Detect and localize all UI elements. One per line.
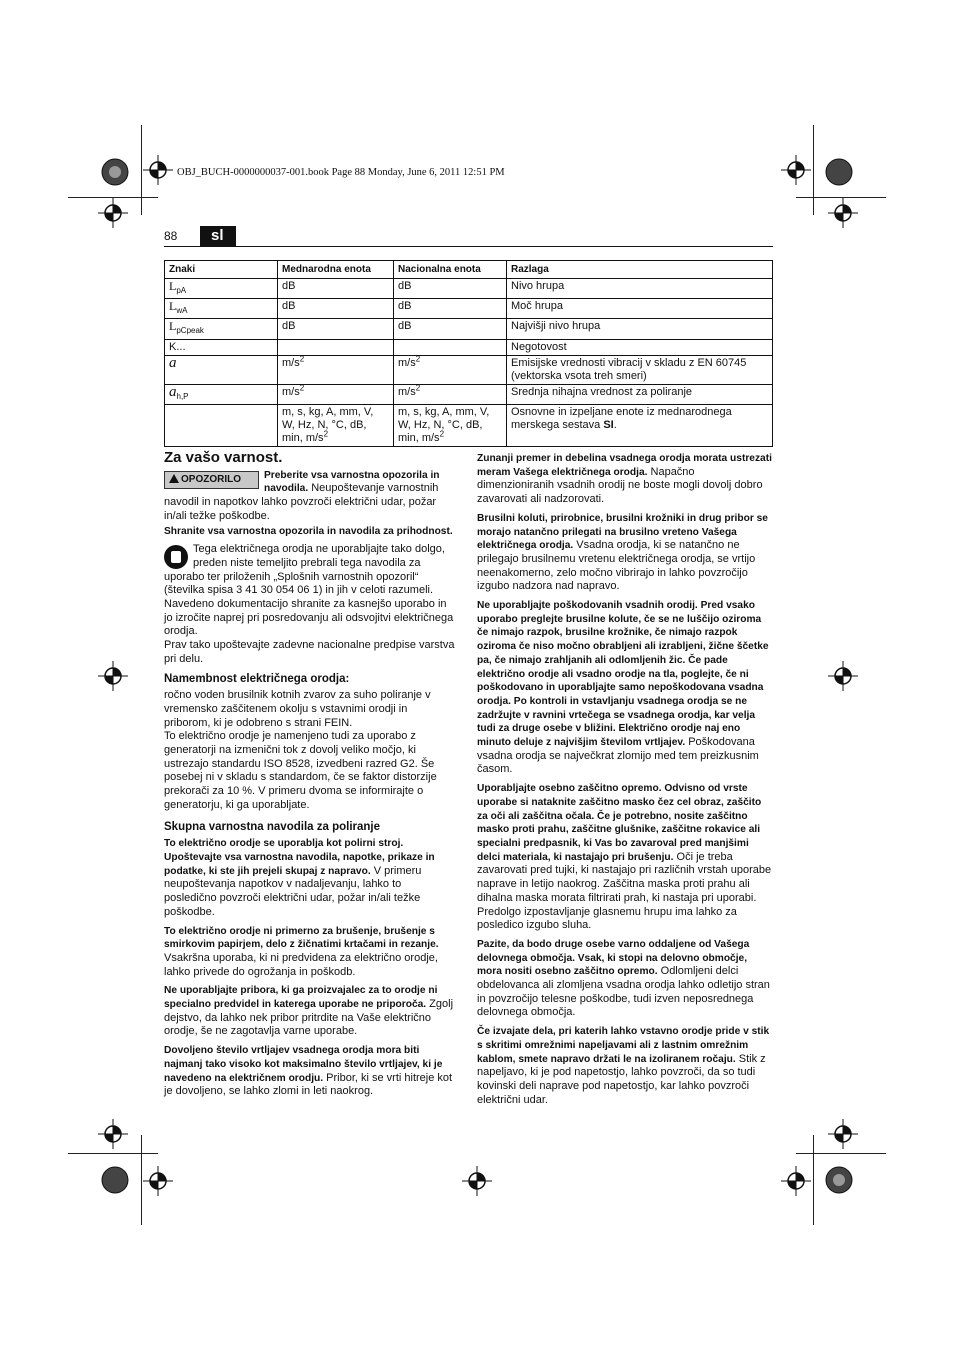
registration-target-icon bbox=[828, 661, 858, 691]
desc-cell: Moč hrupa bbox=[507, 299, 773, 319]
safety-paragraph: Uporabljajte osebno zaščitno opremo. Odvisno od vrste uporabe si nataknite zaščitno masko čez cel obraz, zaščito za oči ali zaščitna očala. Če je potrebno, nosite zaščitno masko proti prahu, zaščitne glušnike, zaščitne rokavice ali specialni predpasnik, ki Vas bo zavaroval pred manjšimi delci materiala, ki nastajajo pri brušenju. Oči je treba zavarovati pred tujki, ki nastajajo pri različnih vrstah uporabe naprave in letijo naokrog. Zaščitna maska proti prahu ali dihalna maska morata filtrirati prah, ki nastaja pri uporabi. Predolgo izpostavljanje glasnemu hrupu ima lahko za posledico izgubo sluha. bbox=[477, 783, 772, 932]
crop-mark bbox=[796, 1153, 886, 1154]
registration-target-icon bbox=[828, 1119, 858, 1149]
intl-unit-cell: dB bbox=[278, 319, 394, 339]
table-header: Mednarodna enota bbox=[278, 261, 394, 279]
safety-paragraph: Brusilni koluti, prirobnice, brusilni krožniki in drug pribor se morajo natančno prilegati na brusilno vreteno Vašega električnega orodja. Vsadna orodja, ki se natančno ne prilegajo brusilnemu vretenu električnega orodja, se vrtijo neenakomerno, zelo močno vibrirajo in lahko povzročijo izgubo nadzora nad napravo. bbox=[477, 512, 768, 593]
registration-target-icon bbox=[781, 1166, 811, 1196]
safety-paragraph: Ne uporabljajte poškodovanih vsadnih orodij. Pred vsako uporabo preglejte brusilne kolute, če se ne luščijo oziroma če nimajo razpok, brusilne krožnike, če nimajo razpok oziroma če niso močno obrabljeni ali izrabljeni, žične ščetke pa, če nimajo zrahljanih ali odlomljenih žic. Če pade električno orodje ali vsadno orodje na tla, poglejte, če ni poškodovano in uporabljajte samo nepoškodovana vsadna orodja. Po kontroli in vstavljanju vsadnega orodja se ne zadržujte v ravnini vrtečega se vsadnega orodja, kar velja tudi za druge osebe v bližini. Električno orodje naj eno minuto deluje z najvišjim številom vrtljajev. Poškodovana vsadna orodja se največkrat zlomijo med tem preizkusnim časom. bbox=[477, 600, 769, 776]
symbol-cell: $L_{pA}$ bbox=[165, 279, 278, 299]
desc-cell: Najvišji nivo hrupa bbox=[507, 319, 773, 339]
table-row bbox=[165, 404, 773, 446]
table-row bbox=[165, 299, 773, 319]
intl-unit-cell: dB bbox=[278, 299, 394, 319]
color-wheel-icon bbox=[825, 158, 853, 186]
table-header: Nacionalna enota bbox=[394, 261, 507, 279]
common-safety-heading: Skupna varnostna navodila za poliranje bbox=[164, 820, 381, 833]
crop-mark bbox=[141, 1135, 142, 1225]
symbol-cell: a bbox=[165, 355, 278, 384]
registration-target-icon bbox=[143, 155, 173, 185]
nat-unit-cell: dB bbox=[394, 319, 507, 339]
color-wheel-icon bbox=[825, 1166, 853, 1194]
crop-mark bbox=[813, 1135, 814, 1225]
table-row bbox=[165, 384, 773, 404]
crop-mark bbox=[141, 125, 142, 215]
nat-unit-cell: dB bbox=[394, 279, 507, 299]
nat-unit-cell: $m/s^2$ bbox=[394, 384, 507, 404]
symbol-cell bbox=[165, 404, 278, 446]
table-header: Znaki bbox=[165, 261, 278, 279]
national-paragraph: Prav tako upoštevajte zadevne nacionalne predpise varstva pri delu. bbox=[164, 639, 455, 665]
purpose-paragraph: ročno voden brusilnik kotnih zvarov za suho poliranje v vremensko zaščitenem okolju s vstavnimi orodji in priborom, ki je odobreno s strani FEIN. bbox=[164, 689, 431, 729]
registration-target-icon bbox=[143, 1166, 173, 1196]
left-column bbox=[164, 451, 456, 1104]
symbol-cell: $L_{pCpeak}$ bbox=[165, 319, 278, 339]
table-row bbox=[165, 279, 773, 299]
registration-target-icon bbox=[98, 661, 128, 691]
file-info: OBJ_BUCH-0000000037-001.book Page 88 Monday, June 6, 2011 12:51 PM bbox=[177, 167, 505, 178]
keep-instructions: Shranite vsa varnostna opozorila in navodila za prihodnost. bbox=[164, 525, 453, 537]
intl-unit-cell: dB bbox=[278, 279, 394, 299]
registration-target-icon bbox=[462, 1166, 492, 1196]
symbol-cell: $a_{h,P}$ bbox=[165, 384, 278, 404]
registration-target-icon bbox=[828, 198, 858, 228]
right-column bbox=[477, 452, 773, 1112]
desc-cell: Negotovost bbox=[507, 339, 773, 355]
page-number: 88 bbox=[164, 229, 178, 243]
read-manual-icon bbox=[164, 545, 188, 569]
desc-cell: Srednja nihajna vrednost za poliranje bbox=[507, 384, 773, 404]
nat-unit-cell bbox=[394, 339, 507, 355]
crop-mark bbox=[813, 125, 814, 215]
table-header: Razlaga bbox=[507, 261, 773, 279]
table-header-row bbox=[165, 261, 773, 279]
safety-paragraph: Dovoljeno število vrtljajev vsadnega orodja mora biti najmanj tako visoko kot maksimalno število vrtljajev, ki je navedeno na električnem orodju. Pribor, ki se vrti hitreje kot je dovoljeno, se lahko zlomi in leti naokrog. bbox=[164, 1045, 453, 1098]
symbol-cell: K... bbox=[165, 339, 278, 355]
nat-unit-cell: dB bbox=[394, 299, 507, 319]
read-manual-paragraph: Tega električnega orodja ne uporabljajte tako dolgo, preden niste temeljito prebrali tega navodila za uporabo ter priloženih „Splošnih varnostnih opozoril“ (številka spisa 3 41 30 054 06 1) in jih v celoti razumeli. Navedeno dokumentacijo shranite za kasnejšo uporabo in jo izročite naprej pri posredovanju ali odsvojitvi električnega orodja. bbox=[164, 543, 454, 638]
section-title: Za vašo varnost. bbox=[164, 449, 283, 466]
table-row bbox=[165, 319, 773, 339]
intl-unit-cell: m, s, kg, A, mm, V, W, Hz, N, °C, dB, min, $m/s^2$ bbox=[278, 404, 394, 446]
symbol-cell: $L_{wA}$ bbox=[165, 299, 278, 319]
intl-unit-cell: $m/s^2$ bbox=[278, 355, 394, 384]
language-badge: sl bbox=[200, 226, 236, 246]
safety-paragraph: Pazite, da bodo druge osebe varno oddaljene od Vašega delovnega območja. Vsak, ki stopi na delovno območje, mora nositi osebno zaščitno opremo. Odlomljeni delci obdelovanca ali zlomljena vsadna orodja lahko odletijo stran in povzročijo telesne poškodbe, tudi izven neposrednega delovnega območja. bbox=[477, 938, 770, 1019]
units-table bbox=[164, 260, 773, 447]
desc-cell: Emisijske vrednosti vibracij v skladu z EN 60745 (vektorska vsota treh smeri) bbox=[507, 355, 773, 384]
header-rule bbox=[164, 246, 773, 247]
registration-target-icon bbox=[98, 1119, 128, 1149]
color-wheel-icon bbox=[101, 158, 129, 186]
warning-paragraph: OPOZORILO Preberite vsa varnostna opozorila in navodila. Neupoštevanje varnostnih navodil in napotkov lahko povzroči električni udar, požar in/ali težke poškodbe. bbox=[164, 469, 440, 522]
safety-paragraph: Če izvajate dela, pri katerih lahko vstavno orodje pride v stik s skritimi omrežnimi napeljavami ali z lastnim omrežnim kablom, smete napravo držati le na izoliranem ročaju. Stik z napeljavo, ki je pod napetostjo, lahko povzroči, da so tudi kovinski deli naprave pod napetostjo, kar lahko povzroči električni udar. bbox=[477, 1026, 770, 1106]
desc-cell: Osnovne in izpeljane enote iz mednarodnega merskega sestava SI. bbox=[507, 404, 773, 446]
table-row bbox=[165, 355, 773, 384]
nat-unit-cell: $m/s^2$ bbox=[394, 355, 507, 384]
warning-badge: OPOZORILO bbox=[164, 471, 259, 489]
intl-unit-cell: $m/s^2$ bbox=[278, 384, 394, 404]
purpose-heading: Namembnost električnega orodja: bbox=[164, 672, 350, 685]
safety-paragraph: To električno orodje se uporablja kot polirni stroj. Upoštevajte vsa varnostna navodila, napotke, prikaze in podatke, ki ste jih prejeli skupaj z napravo. V primeru neupoštevanja napotkov v nadaljevanju, lahko to posledično povzroči električni udar, požar in/ali težke poškodbe. bbox=[164, 838, 435, 918]
intl-unit-cell bbox=[278, 339, 394, 355]
table-row bbox=[165, 339, 773, 355]
safety-paragraph: Ne uporabljajte pribora, ki ga proizvajalec za to orodje ni specialno predvidel in katerega uporabe ne priporoča. Zgolj dejstvo, da lahko nek pribor pritrdite na Vaše električno orodje, še ne zagotavlja varne uporabe. bbox=[164, 985, 454, 1038]
registration-target-icon bbox=[781, 155, 811, 185]
registration-target-icon bbox=[98, 198, 128, 228]
generator-paragraph: To električno orodje je namenjeno tudi za uporabo z generatorji na izmenični tok z dovolj veliko močjo, ki ustrezajo standardu ISO 8528, izvedbeni razred G2. Še posebej ni v skladu s standardom, če se faktor distorzije prekorači za 10 %. V primeru dvoma se informirajte o generatorju, ki ga uporabljate. bbox=[164, 730, 437, 811]
safety-paragraph: Zunanji premer in debelina vsadnega orodja morata ustrezati meram Vašega električnega orodja. Napačno dimenzioniranih vsadnih orodij ne boste mogli dovolj dobro zavarovati ali nadzorovati. bbox=[477, 453, 772, 506]
crop-mark bbox=[68, 1153, 158, 1154]
desc-cell: Nivo hrupa bbox=[507, 279, 773, 299]
warning-triangle-icon bbox=[169, 474, 179, 483]
nat-unit-cell: m, s, kg, A, mm, V, W, Hz, N, °C, dB, min, $m/s^2$ bbox=[394, 404, 507, 446]
color-wheel-icon bbox=[101, 1166, 129, 1194]
safety-paragraph: To električno orodje ni primerno za brušenje, brušenje s smirkovim papirjem, delo z žičnatimi krtačami in rezanje. Vsakršna uporaba, ki ni predvidena za električno orodje, lahko privede do ogrožanja in poškodb. bbox=[164, 925, 439, 978]
